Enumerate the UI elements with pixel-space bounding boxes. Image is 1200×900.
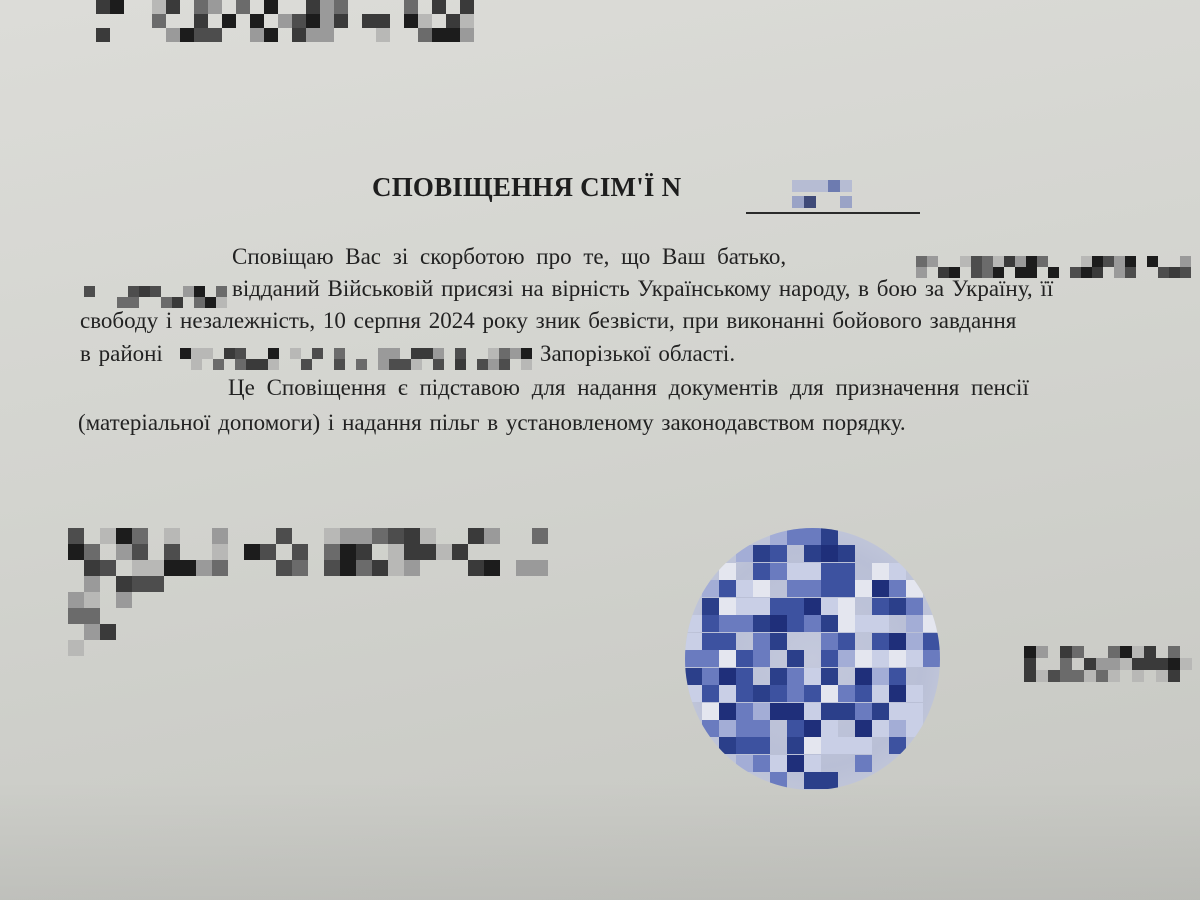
paragraph1-line1: Сповіщаю Вас зі скорботою про те, що Ваш батько, xyxy=(232,244,787,269)
redacted-header xyxy=(96,0,480,42)
paragraph2-line1: Це Сповіщення є підставою для надання документів для призначення пенсії xyxy=(228,375,1029,400)
paragraph1-line3: свободу і незалежність, 10 серпня 2024 року зник безвісти, при виконанні бойового завдання xyxy=(80,308,1017,333)
paragraph1-line2: відданий Військовій присязі на вірність Українському народу, в бою за Україну, її xyxy=(232,276,1054,301)
redacted-signature-name xyxy=(1024,646,1200,682)
redacted-name xyxy=(916,256,1200,278)
redacted-document-number xyxy=(792,180,864,212)
document-title: СПОВІЩЕННЯ СІМ'Ї N xyxy=(372,172,682,202)
redacted-location xyxy=(180,348,536,370)
redacted-name-continued xyxy=(84,286,228,308)
title-number-underline xyxy=(746,212,920,214)
official-seal xyxy=(685,528,940,790)
paragraph2-line2: (матеріальної допомоги) і надання пільг в установленому законодавством порядку. xyxy=(78,410,906,435)
paragraph1-line4-end: Запорізької області. xyxy=(540,341,736,366)
paragraph1-line4-start: в районі xyxy=(80,341,163,366)
paper-shadow xyxy=(0,780,1200,900)
redacted-signatory-block xyxy=(68,528,568,656)
